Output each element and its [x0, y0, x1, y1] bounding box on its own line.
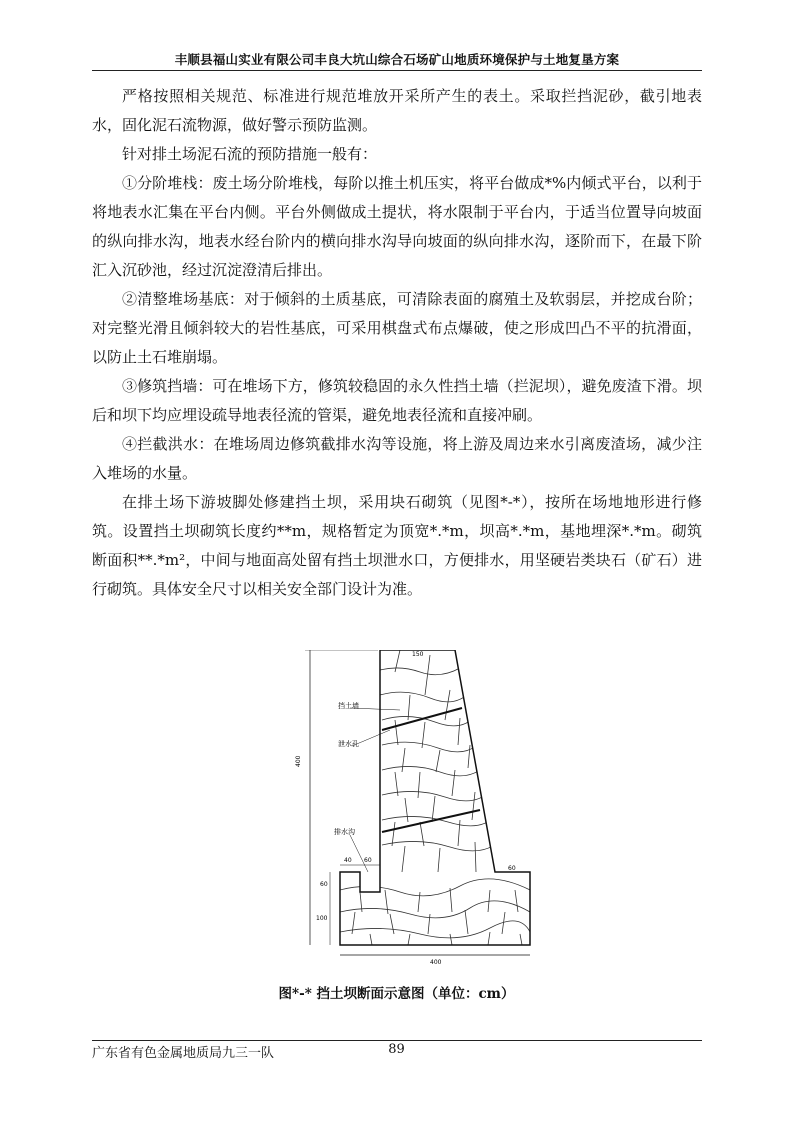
- paragraph: ②清整堆场基底：对于倾斜的土质基底，可清除表面的腐殖土及软弱层，并挖成台阶；对完整光滑且倾斜较大的岩性基底，可采用棋盘式布点爆破，使之形成凹凸不平的抗滑面，以防止土石堆崩塌。: [92, 290, 702, 366]
- stone-pattern: [340, 650, 530, 945]
- dim-ditch-depth: 60: [320, 881, 328, 888]
- dim-base-depth: 100: [316, 915, 328, 922]
- page-number: 89: [388, 1042, 405, 1057]
- paragraph: 针对排土场泥石流的预防措施一般有：: [122, 145, 378, 163]
- paragraph: ①分阶堆栈：废土场分阶堆栈，每阶以推土机压实，将平台做成*%内倾式平台，以利于将地表水汇集在平台内侧。平台外侧做成土提状，将水限制于平台内，于适当位置导向坡面的纵向排水沟，地表水经台阶内的横向排水沟导向坡面的纵向排水沟，逐阶而下，在最下阶汇入沉砂池，经过沉淀澄清后排出。: [92, 174, 702, 279]
- drain-hole-lower: [382, 810, 480, 832]
- figure-caption: 图*-* 挡土坝断面示意图（单位：cm）: [278, 986, 515, 1002]
- label-ditch: 排水沟: [334, 828, 355, 836]
- paragraph: 在排土场下游坡脚处修建挡土坝，采用块石砌筑（见图*-*），按所在场地地形进行修筑。设置挡土坝砌筑长度约**m，规格暂定为顶宽*.*m，坝高*.*m，基地埋深*.*m。砌筑断面积**.*m²，中间与地面高处留有挡土坝泄水口，方便排水，用坚硬岩类块石（矿石）进行砌筑。具体安全尺寸以相关安全部门设计为准。: [92, 493, 702, 598]
- drain-hole-upper: [382, 708, 462, 730]
- label-drain-hole: 泄水孔: [338, 740, 359, 748]
- paragraph: ④拦截洪水：在堆场周边修筑截排水沟等设施，将上游及周边来水引离废渣场，减少注入堆场的水量。: [92, 435, 702, 482]
- dim-ditch-w2: 60: [364, 857, 372, 864]
- dim-height: 400: [295, 755, 302, 767]
- dim-toe: 60: [508, 865, 516, 872]
- page-header: 丰顺县福山实业有限公司丰良大坑山综合石场矿山地质环境保护与土地复垦方案: [174, 52, 620, 67]
- paragraph: ③修筑挡墙：可在堆场下方，修筑较稳固的永久性挡土墙（拦泥坝），避免废渣下滑。坝后和坝下均应埋设疏导地表径流的管渠，避免地表径流和直接冲刷。: [92, 377, 702, 424]
- retaining-wall-diagram: [290, 650, 550, 970]
- header-rule: [92, 70, 702, 71]
- retaining-wall-figure: [290, 650, 550, 970]
- footer-org: 广东省有色金属地质局九三一队: [92, 1046, 275, 1061]
- body-text: [92, 82, 702, 604]
- dim-top-width: 150: [412, 651, 424, 658]
- footer-rule: [92, 1040, 702, 1041]
- dim-base-width: 400: [430, 959, 442, 966]
- label-wall: 挡土墙: [338, 702, 359, 710]
- paragraph: 严格按照相关规范、标准进行规范堆放开采所产生的表土。采取拦挡泥砂，截引地表水，固化泥石流物源，做好警示预防监测。: [92, 87, 702, 134]
- dim-ditch-w1: 40: [344, 857, 352, 864]
